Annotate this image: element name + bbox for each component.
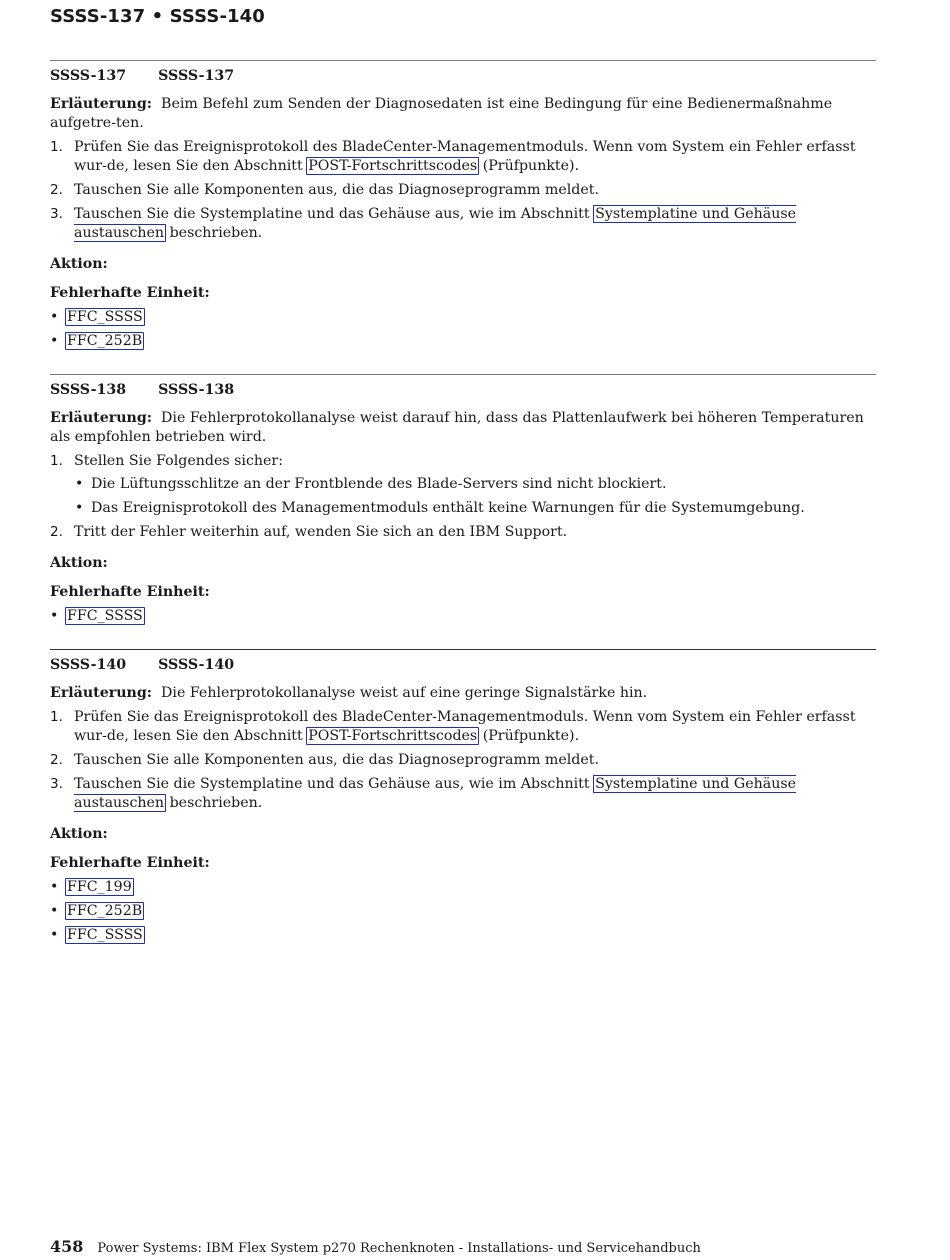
steps-list (50, 138, 876, 243)
step-text-after: beschrieben. (165, 225, 263, 241)
ffc-link[interactable]: FFC_SSSS (67, 309, 143, 325)
action-label: Aktion: (50, 555, 108, 571)
post-progress-codes-link[interactable]: POST-Fortschrittscodes (308, 728, 478, 744)
entry-heading (50, 381, 876, 400)
sub-list (74, 475, 876, 518)
step-item (50, 205, 876, 243)
page-title: SSSS-137 • SSSS-140 (50, 6, 265, 27)
step-number: 2. (50, 752, 63, 768)
step-text-after: (Prüfpunkte). (478, 158, 580, 174)
step-number: 1. (50, 453, 63, 469)
explanation-text: Die Fehlerprotokollanalyse weist darauf hin, dass das Plattenlaufwerk bei höheren Temperaturen als empfohlen betrieben wird. (50, 410, 864, 445)
faulty-unit-label: Fehlerhafte Einheit: (50, 584, 210, 600)
error-code-repeat: SSSS-137 (158, 68, 235, 84)
post-progress-codes-link[interactable]: POST-Fortschrittscodes (308, 158, 478, 174)
explanation-text: Die Fehlerprotokollanalyse weist auf eine geringe Signalstärke hin. (161, 685, 648, 701)
steps-list (50, 708, 876, 813)
ffc-link[interactable]: FFC_252B (67, 903, 143, 919)
error-code: SSSS-140 (50, 657, 127, 673)
faulty-unit-item (50, 308, 876, 327)
faulty-unit-list (50, 607, 876, 626)
ffc-link[interactable]: FFC_SSSS (67, 927, 143, 943)
ffc-link[interactable]: FFC_252B (67, 333, 143, 349)
action-label: Aktion: (50, 256, 108, 272)
explanation-paragraph (50, 95, 876, 133)
sub-list-item: • Das Ereignisprotokoll des Managementmoduls enthält keine Warnungen für die Systemumgebung. (74, 499, 876, 518)
explanation-label: Erläuterung: (50, 410, 153, 426)
replace-systemboard-link[interactable]: Systemplatine und Gehäuse austauschen (74, 206, 797, 241)
step-number: 3. (50, 776, 63, 792)
ffc-link[interactable]: FFC_SSSS (67, 608, 143, 624)
step-number: 1. (50, 139, 63, 155)
ffc-link[interactable]: FFC_199 (67, 879, 132, 895)
faulty-unit-label: Fehlerhafte Einheit: (50, 285, 210, 301)
step-item (50, 138, 876, 176)
faulty-unit-item (50, 332, 876, 351)
step-text: Tauschen Sie die Systemplatine und das Gehäuse aus, wie im Abschnitt (74, 776, 595, 792)
error-code-repeat: SSSS-140 (158, 657, 235, 673)
step-text: Stellen Sie Folgendes sicher: (74, 453, 283, 469)
replace-systemboard-link[interactable]: Systemplatine und Gehäuse austauschen (74, 776, 797, 811)
document-body (50, 60, 876, 968)
step-text: Prüfen Sie das Ereignisprotokoll des BladeCenter-Managementmoduls. Wenn vom System ein Fehler erfasst wur-de, lesen Sie den Abschnitt (74, 709, 856, 744)
error-code-repeat: SSSS-138 (158, 382, 235, 398)
footer-text: Power Systems: IBM Flex System p270 Rechenknoten - Installations- und Servicehandbuch (97, 1241, 701, 1256)
step-text: Tritt der Fehler weiterhin auf, wenden Sie sich an den IBM Support. (74, 524, 568, 540)
faulty-unit-item (50, 607, 876, 626)
step-number: 1. (50, 709, 63, 725)
step-text: Tauschen Sie die Systemplatine und das Gehäuse aus, wie im Abschnitt (74, 206, 595, 222)
step-item (50, 775, 876, 813)
faulty-unit-list (50, 878, 876, 945)
sub-list-item: • Die Lüftungsschlitze an der Frontblende des Blade-Servers sind nicht blockiert. (74, 475, 876, 494)
faulty-unit-list (50, 308, 876, 351)
entry-heading (50, 67, 876, 86)
page-footer (50, 1237, 701, 1256)
step-item (50, 523, 876, 542)
step-number: 2. (50, 182, 63, 198)
faulty-unit-item (50, 926, 876, 945)
step-text: Tauschen Sie alle Komponenten aus, die das Diagnoseprogramm meldet. (74, 182, 599, 198)
explanation-paragraph (50, 684, 876, 703)
steps-list (50, 452, 876, 542)
entry-ssss-137 (50, 60, 876, 351)
step-text-after: (Prüfpunkte). (478, 728, 580, 744)
entry-ssss-138 (50, 374, 876, 626)
step-item (50, 751, 876, 770)
step-text: Prüfen Sie das Ereignisprotokoll des BladeCenter-Managementmoduls. Wenn vom System ein Fehler erfasst wur-de, lesen Sie den Abschnitt (74, 139, 856, 174)
step-number: 3. (50, 206, 63, 222)
step-item (50, 452, 876, 518)
entry-heading (50, 656, 876, 675)
step-text-after: beschrieben. (165, 795, 263, 811)
action-label: Aktion: (50, 826, 108, 842)
page-number: 458 (50, 1237, 84, 1256)
explanation-label: Erläuterung: (50, 96, 153, 112)
explanation-label: Erläuterung: (50, 685, 153, 701)
faulty-unit-label: Fehlerhafte Einheit: (50, 855, 210, 871)
faulty-unit-item (50, 878, 876, 897)
step-item (50, 181, 876, 200)
step-text: Tauschen Sie alle Komponenten aus, die das Diagnoseprogramm meldet. (74, 752, 599, 768)
step-number: 2. (50, 524, 63, 540)
explanation-paragraph (50, 409, 876, 447)
error-code: SSSS-137 (50, 68, 127, 84)
step-item (50, 708, 876, 746)
entry-ssss-140 (50, 649, 876, 945)
explanation-text: Beim Befehl zum Senden der Diagnosedaten ist eine Bedingung für eine Bedienermaßnahme aufgetre-ten. (50, 96, 833, 131)
error-code: SSSS-138 (50, 382, 127, 398)
faulty-unit-item (50, 902, 876, 921)
